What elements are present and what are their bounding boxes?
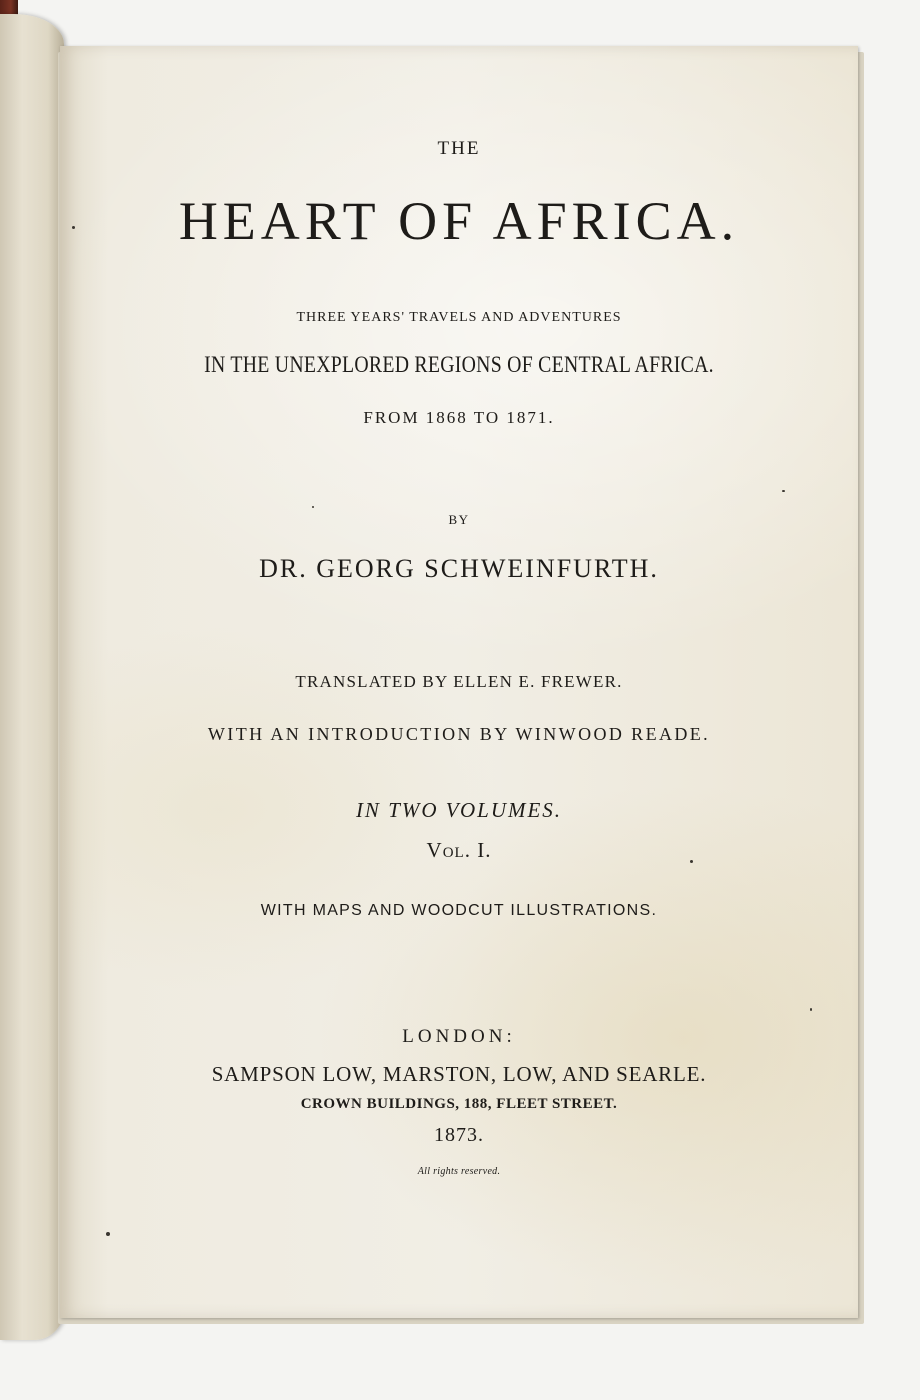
publication-year: 1873. — [434, 1124, 484, 1146]
paper-speck — [312, 506, 314, 508]
publisher-city: LONDON: — [402, 1026, 516, 1047]
volume-number: Vol. I. — [426, 838, 492, 862]
introduction-credit: WITH AN INTRODUCTION BY WINWOOD READE. — [207, 724, 711, 744]
paper-speck — [782, 490, 785, 492]
publisher-name: SAMPSON LOW, MARSTON, LOW, AND SEARLE. — [211, 1062, 707, 1086]
translator-credit: TRANSLATED BY ELLEN E. FREWER. — [295, 672, 623, 691]
by-line: BY — [448, 512, 470, 527]
paper-speck — [690, 860, 693, 863]
title-page — [60, 46, 858, 1318]
publisher-address: CROWN BUILDINGS, 188, FLEET STREET. — [300, 1096, 618, 1112]
illustrations-note: WITH MAPS AND WOODCUT ILLUSTRATIONS. — [260, 902, 658, 919]
title-article: THE — [437, 138, 481, 159]
book-title: HEART OF AFRICA. — [178, 191, 740, 251]
subtitle-line-1: THREE YEARS' TRAVELS AND ADVENTURES — [296, 310, 622, 325]
paper-speck — [72, 226, 75, 229]
paper-speck — [810, 1008, 812, 1011]
volume-count: IN TWO VOLUMES. — [355, 798, 563, 822]
rights-notice: All rights reserved. — [417, 1166, 501, 1177]
facing-page-edge — [0, 14, 64, 1340]
date-range: FROM 1868 TO 1871. — [363, 408, 555, 427]
author-name: DR. GEORG SCHWEINFURTH. — [259, 554, 659, 583]
subtitle-line-2: IN THE UNEXPLORED REGIONS OF CENTRAL AFRICA. — [204, 352, 714, 377]
paper-speck — [106, 1232, 110, 1236]
